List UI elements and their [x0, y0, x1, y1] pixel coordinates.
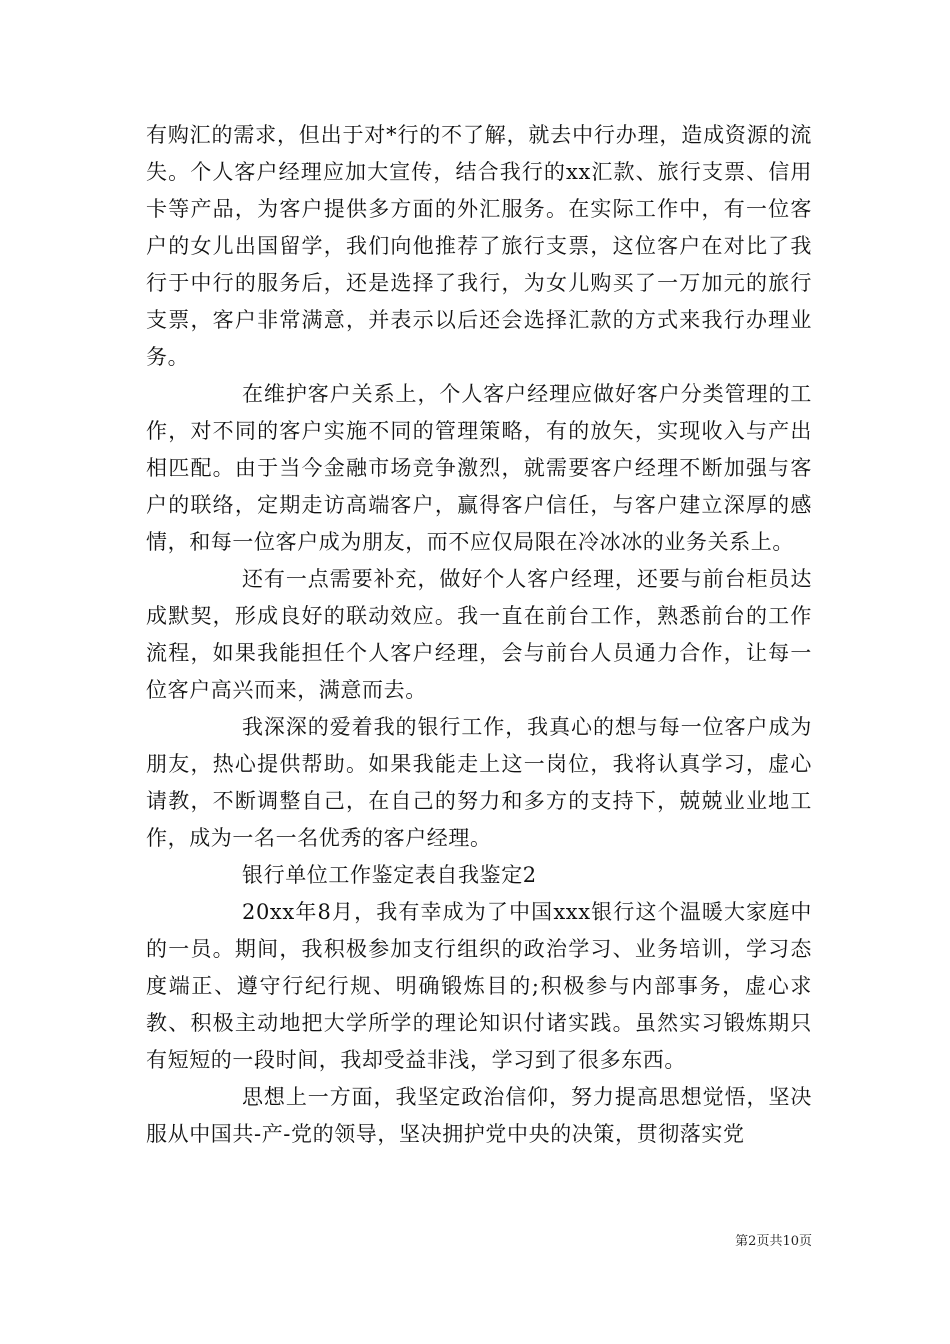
paragraph-ideology: 思想上一方面，我坚定政治信仰，努力提高思想觉悟，坚决服从中国共-产-党的领导，坚决拥护党中央的决策，贯彻落实党 — [146, 1085, 812, 1146]
paragraph-customer-relations: 在维护客户关系上，个人客户经理应做好客户分类管理的工作，对不同的客户实施不同的管理策略，有的放矢，实现收入与产出相匹配。由于当今金融市场竞争激烈，就需要客户经理不断加强与客户的联络，定期走访高端客户，赢得客户信任，与客户建立深厚的感情，和每一位客户成为朋友，而不应仅局限在冷冰冰的业务关系上。 — [146, 382, 812, 554]
document-body — [146, 117, 812, 1153]
section-heading: 银行单位工作鉴定表自我鉴定2 — [242, 863, 537, 887]
paragraph-front-desk: 还有一点需要补充，做好个人客户经理，还要与前台柜员达成默契，形成良好的联动效应。我一直在前台工作，熟悉前台的工作流程，如果我能担任个人客户经理，会与前台人员通力合作，让每一位客户高兴而来，满意而去。 — [146, 567, 812, 702]
paragraph-commitment: 我深深的爱着我的银行工作，我真心的想与每一位客户成为朋友，热心提供帮助。如果我能走上这一岗位，我将认真学习，虚心请教，不断调整自己，在自己的努力和多方的支持下，兢兢业业地工作，成为一名一名优秀的客户经理。 — [146, 715, 812, 850]
paragraph-introduction: 20xx年8月，我有幸成为了中国xxx银行这个温暖大家庭中的一员。期间，我积极参加支行组织的政治学习、业务培训，学习态度端正、遵守行纪行规、明确锻炼目的;积极参与内部事务，虚心求教、积极主动地把大学所学的理论知识付诸实践。虽然实习锻炼期只有短短的一段时间，我却受益非浅，学习到了很多东西。 — [146, 900, 812, 1072]
page-number-footer: 第2页共10页 — [735, 1234, 812, 1249]
paragraph-continuation: 有购汇的需求，但出于对*行的不了解，就去中行办理，造成资源的流失。个人客户经理应加大宣传，结合我行的xx汇款、旅行支票、信用卡等产品，为客户提供多方面的外汇服务。在实际工作中，有一位客户的女儿出国留学，我们向他推荐了旅行支票，这位客户在对比了我行于中行的服务后，还是选择了我行，为女儿购买了一万加元的旅行支票，客户非常满意，并表示以后还会选择汇款的方式来我行办理业务。 — [146, 123, 812, 369]
